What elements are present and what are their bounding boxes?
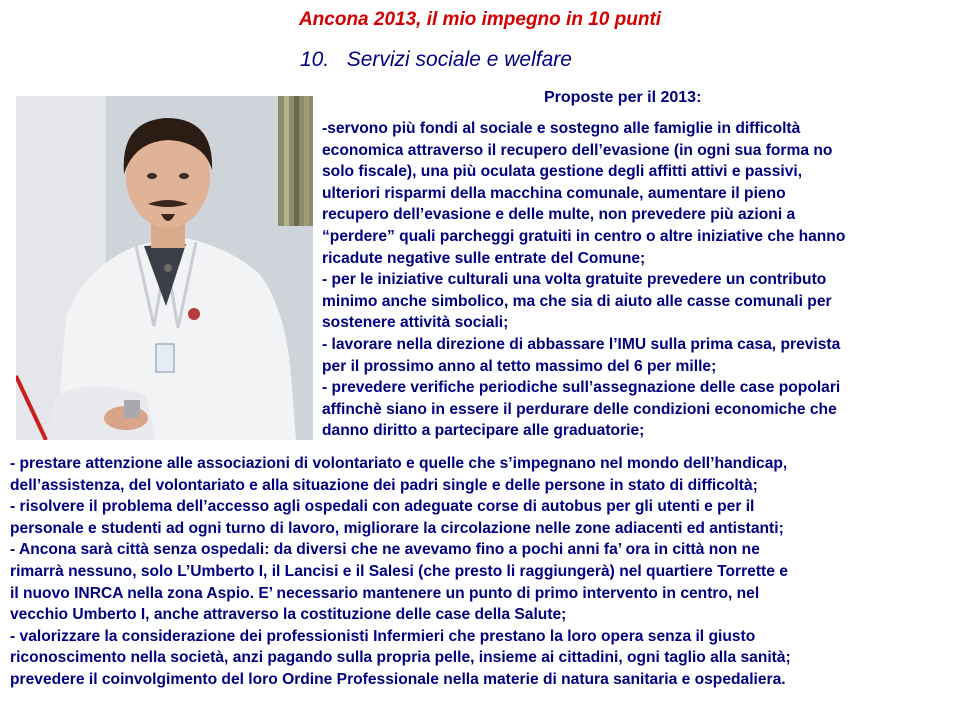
text-line: il nuovo INRCA nella zona Aspio. E’ necessario mantenere un punto di primo intervento in centro, nel [10,584,760,602]
text-line: - prestare attenzione alle associazioni di volontariato e quelle che s’impegnano nel mondo dell’handicap, [10,455,788,472]
text-line: - Ancona sarà città senza ospedali: da diversi che ne avevamo fino a pochi anni fa’ ora in città non ne [10,541,760,559]
text-line: rimarrà nessuno, solo L’Umberto I, il Lancisi e il Salesi (che presto li raggiungerà) nel quartiere Torrette e [10,562,788,580]
text-line: riconoscimento nella società, anzi pagando sulla propria pelle, insieme ai cittadini, ogni taglio alla sanità; [10,649,791,667]
text-line: “perdere” quali parcheggi gratuiti in centro o altre iniziative che hanno [322,227,846,245]
slide-title: Ancona 2013, il mio impegno in 10 punti [298,9,662,30]
text-line: ulteriori risparmi della macchina comunale, aumentare il pieno [322,184,786,202]
text-line: prevedere il coinvolgimento del loro Ordine Professionale nella materie di natura sanitaria e ospedaliera. [10,670,786,688]
text-line: sostenere attività sociali; [322,314,509,332]
text-line: personale e studenti ad ogni turno di lavoro, migliorare la circolazione nelle zone adiacenti ed antistanti; [10,519,784,537]
top-proposals-text [322,118,845,442]
text-line: solo fiscale), una più oculata gestione degli affitti attivi e passivi, [322,163,803,181]
bottom-proposals-text [10,453,791,691]
text-line: - prevedere verifiche periodiche sull’assegnazione delle case popolari [322,379,841,397]
text-line: - per le iniziative culturali una volta gratuite prevedere un contributo [322,271,827,289]
proposals-heading: Proposte per il 2013: [544,89,702,106]
text-line: economica attraverso il recupero dell’evasione (in ogni sua forma no [322,141,833,159]
text-line: - valorizzare la considerazione dei professionisti Infermieri che prestano la loro opera senza il giusto [10,627,756,645]
portrait-photo [16,96,313,440]
text-line: danno diritto a partecipare alle graduatorie; [322,422,645,440]
text-line: minimo anche simbolico, ma che sia di aiuto alle casse comunali per [322,292,832,310]
text-line: ricadute negative sulle entrate del Comune; [322,249,646,267]
text-line: vecchio Umberto I, anche attraverso la costituzione delle case della Salute; [10,606,567,624]
text-line: -servono più fondi al sociale e sostegno alle famiglie in difficoltà [322,120,801,137]
portrait-illustration [16,96,313,440]
slide-subtitle: 10. Servizi sociale e welfare [300,48,572,71]
text-line: dell’assistenza, del volontariato e alla situazione dei padri single e delle persone in stato di difficoltà; [10,476,758,494]
text-line: recupero dell’evasione e delle multe, non prevedere più azioni a [322,206,796,224]
text-line: - lavorare nella direzione di abbassare l’IMU sulla prima casa, prevista [322,335,841,353]
text-line: - risolvere il problema dell’accesso agli ospedali con adeguate corse di autobus per gli utenti e per il [10,498,755,516]
text-line: per il prossimo anno al tetto massimo del 6 per mille; [322,357,717,375]
text-line: affinchè siano in essere il perdurare delle condizioni economiche che [322,400,837,418]
